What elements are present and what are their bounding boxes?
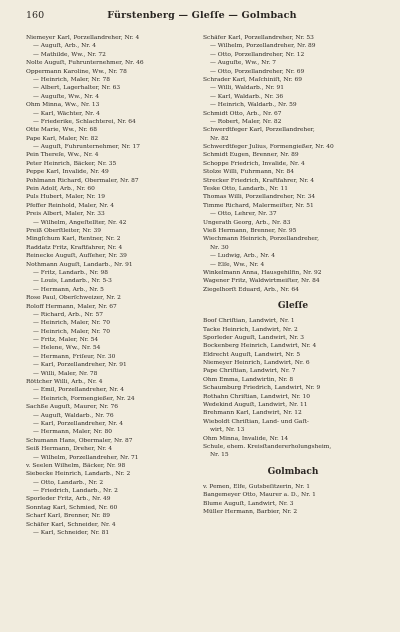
directory-entry: Reinecke Auguſt, Aufſeher, Nr. 39 <box>26 253 127 260</box>
page-number: 160 <box>26 10 45 21</box>
directory-entry: Ohm Minna, Invalide, Nr. 14 <box>203 435 289 442</box>
directory-entry: — Heinrich, Waldarb., Nr. 59 <box>210 102 297 109</box>
directory-entry: Schwerdtfeger Julius, Formengießer, Nr. 40 <box>203 144 334 151</box>
directory-entry: — Karl, Wächter, Nr. 4 <box>33 110 100 117</box>
directory-entry: Bockenberg Heinrich, Landwirt, Nr. 4 <box>203 343 317 350</box>
directory-entry: Winkelmann Anna, Hausgehilfin, Nr. 92 <box>203 269 322 276</box>
directory-entry: Preiß Oberſtleiter, Nr. 39 <box>26 227 101 234</box>
directory-entry: — Helene, Ww., Nr. 54 <box>33 345 101 352</box>
directory-entry: — Robert, Maler, Nr. 82 <box>210 118 282 125</box>
directory-entry: Röttcher Willi, Arb., Nr. 4 <box>26 379 103 386</box>
directory-entry: Ohm Minna, Ww., Nr. 13 <box>26 102 100 109</box>
directory-entry: Teske Otto, Landarb., Nr. 11 <box>203 186 289 193</box>
directory-entry: Schwerdtfeger Karl, Porzellandreher, <box>203 127 315 134</box>
directory-entry: Schäfer Karl, Porzellandreher, Nr. 53 <box>203 35 314 41</box>
directory-entry: Schumann Hans, Obermaler, Nr. 87 <box>26 437 133 444</box>
directory-entry: — Karl, Schneider, Nr. 81 <box>33 530 110 537</box>
directory-entry: Rose Paul, Oberſchweizer, Nr. 2 <box>26 295 121 302</box>
directory-entry: — Otto, Porzellandreher, Nr. 69 <box>210 68 305 75</box>
directory-entry: Peter Heinrich, Bäcker, Nr. 35 <box>26 160 117 167</box>
directory-entry: — Otto, Landarb., Nr. 2 <box>33 479 104 486</box>
directory-entry: — Auguſte, Ww., Nr. 7 <box>210 60 276 67</box>
directory-entry: Schule, ehem. Kreisſtandererholungsheim, <box>203 443 332 450</box>
directory-entry: Müller Hermann, Barbier, Nr. 2 <box>203 508 298 515</box>
directory-entry: Mingſchum Karl, Rentner, Nr. 2 <box>26 236 121 243</box>
directory-entry: wirt, Nr. 13 <box>210 427 245 434</box>
directory-entry: — Wilhelm, Porzellandreher, Nr. 71 <box>33 454 139 461</box>
directory-entry: — Auguſt, Arb., Nr. 4 <box>33 43 96 50</box>
directory-entry: — Willi, Maler, Nr. 78 <box>33 370 98 377</box>
directory-entry: Brehmann Karl, Landwirt, Nr. 12 <box>203 410 302 417</box>
directory-entry: — Hermann, Maler, Nr. 80 <box>33 429 113 436</box>
directory-entry: Schaumburg Friedrich, Landwirt, Nr. 9 <box>203 385 321 392</box>
directory-entry: Schrader Karl, Maſchiniſt, Nr. 69 <box>203 76 302 83</box>
directory-entry: — Richard, Arb., Nr. 57 <box>33 311 104 318</box>
directory-entry: Stolze Willi, Fuhrmann, Nr. 84 <box>203 169 295 176</box>
directory-entry: Raddatz Fritz, Kraftfahrer, Nr. 4 <box>26 244 123 251</box>
directory-entry: — Karl, Porzellandreher, Nr. 91 <box>33 362 127 369</box>
page-header <box>26 10 378 24</box>
right-column <box>203 34 383 516</box>
directory-entry: Nr. 82 <box>210 135 229 142</box>
directory-entry: Scharf Karl, Brenner, Nr. 89 <box>26 513 111 520</box>
directory-entry: Schäfer Karl, Schneider, Nr. 4 <box>26 521 116 528</box>
directory-entry: — Heinrich, Maler, Nr. 70 <box>33 320 110 327</box>
directory-entry: v. Pemen, Elfe, Gutsbeſitzerin, Nr. 1 <box>203 483 310 490</box>
directory-entry: — Fritz, Maler, Nr. 54 <box>33 337 99 344</box>
directory-entry: — Wilhelm, Porzellandreher, Nr. 89 <box>210 43 316 50</box>
directory-entry: Ungerath Georg, Arb., Nr. 83 <box>203 219 291 226</box>
directory-entry: — Louis, Landarb., Nr. 5-3 <box>33 278 112 285</box>
directory-entry: Siebecke Heinrich, Landarb., Nr. 2 <box>26 471 131 478</box>
directory-entry: Preis Albert, Maler, Nr. 33 <box>26 211 105 218</box>
section-heading-glesse: Gleſſe <box>277 301 309 312</box>
directory-entry: Sachße Auguſt, Maurer, Nr. 76 <box>26 404 118 411</box>
left-column <box>26 34 206 537</box>
directory-entry: Nr. 15 <box>210 452 229 459</box>
directory-entry: Sporleder Auguſt, Landwirt, Nr. 3 <box>203 334 305 341</box>
directory-entry: — Ludwig, Arb., Nr. 4 <box>210 253 275 260</box>
directory-entry: Roloff Hermann, Maler, Nr. 67 <box>26 303 117 310</box>
directory-entry: — Friedrich, Landarb., Nr. 2 <box>33 488 118 495</box>
directory-entry: — Emil, Porzellandreher, Nr. 4 <box>33 387 124 394</box>
directory-entry: Schmidt Otto, Arb., Nr. 67 <box>203 110 282 117</box>
directory-entry: Nolte Auguſt, Fuhrunternehmer, Nr. 46 <box>26 60 144 67</box>
directory-entry: v. Seelen Wilhelm, Bäcker, Nr. 98 <box>26 462 126 469</box>
directory-entry: — Auguſte, Ww., Nr. 4 <box>33 93 99 100</box>
running-title: Fürstenberg — Gleſſe — Golmbach <box>107 10 297 21</box>
directory-entry: — Albert, Lagerhalter, Nr. 63 <box>33 85 121 92</box>
directory-entry: — Willi, Waldarb., Nr. 91 <box>210 85 284 92</box>
directory-entry: Pape Karl, Maler, Nr. 82 <box>26 135 99 142</box>
directory-entry: Wagener Fritz, Waldwirtmeiſter, Nr. 84 <box>203 278 320 285</box>
directory-entry: — Auguſt, Fuhrunternehmer, Nr. 17 <box>33 144 141 151</box>
directory-entry: Blume Auguſt, Landwirt, Nr. 3 <box>203 500 294 507</box>
directory-entry: — Hermann, Arb., Nr. 5 <box>33 286 104 293</box>
directory-entry: Schmidt Eugen, Brenner, Nr. 89 <box>203 152 299 159</box>
directory-entry: Peppe Karl, Invalide, Nr. 49 <box>26 169 109 176</box>
directory-entry: — Otto, Porzellandreher, Nr. 12 <box>210 51 305 58</box>
directory-entry: — Heinrich, Maler, Nr. 70 <box>33 328 110 335</box>
directory-entry: Sporleder Fritz, Arb., Nr. 49 <box>26 496 111 503</box>
directory-entry: Thomas Willi, Porzellandreher, Nr. 34 <box>203 194 316 201</box>
directory-entry: Pein Adolf, Arb., Nr. 60 <box>26 186 95 193</box>
glesse-entry-list <box>203 317 383 460</box>
directory-entry: Otte Marie, Ww., Nr. 68 <box>26 127 97 134</box>
directory-entry: — Fritz, Landarb., Nr. 98 <box>33 269 109 276</box>
directory-entry: Tacke Heinrich, Landwirt, Nr. 2 <box>203 326 298 333</box>
directory-entry: Nr. 30 <box>210 244 229 251</box>
directory-entry: — Hermann, Friſeur, Nr. 30 <box>33 353 116 360</box>
directory-entry: Eldrecht Auguſt, Landwirt, Nr. 5 <box>203 351 301 358</box>
directory-entry: Seiß Hermann, Dreher, Nr. 4 <box>26 446 113 453</box>
directory-entry: Wedekind Auguſt, Landwirt, Nr. 11 <box>203 402 308 409</box>
directory-entry: Strecker Friedrich, Kraftfahrer, Nr. 4 <box>203 177 315 184</box>
directory-entry: — Heinrich, Maler, Nr. 78 <box>33 76 110 83</box>
directory-entry: — Elſe, Ww., Nr. 4 <box>210 261 265 268</box>
directory-entry: Niemeyer Karl, Porzellandreher, Nr. 4 <box>26 35 140 41</box>
directory-entry: Niemeyer Heinrich, Landwirt, Nr. 6 <box>203 360 310 367</box>
directory-entry: Pohlmann Richard, Obermaler, Nr. 87 <box>26 177 139 184</box>
directory-entry: Vieß Hermann, Brenner, Nr. 95 <box>203 227 297 234</box>
directory-entry: — Heinrich, Formengießer, Nr. 24 <box>33 395 135 402</box>
directory-entry: Schoppe Friedrich, Invalide, Nr. 4 <box>203 160 305 167</box>
directory-entry: Puls Hubert, Maler, Nr. 19 <box>26 194 106 201</box>
directory-entry: — Karl, Waldarb., Nr. 36 <box>210 93 284 100</box>
directory-entry: Pape Chriſtian, Landwirt, Nr. 7 <box>203 368 296 375</box>
section-heading-golmbach: Golmbach <box>267 466 319 477</box>
directory-entry: — Auguſt, Waldarb., Nr. 76 <box>33 412 114 419</box>
directory-entry: Boof Chriſtian, Landwirt, Nr. 1 <box>203 318 295 325</box>
golmbach-entry-list <box>203 483 383 517</box>
right-entry-list <box>203 34 383 294</box>
directory-entry: — Wilhelm, Angeſtellter, Nr. 42 <box>33 219 127 226</box>
directory-entry: — Otto, Lehrer, Nr. 37 <box>210 211 277 218</box>
directory-entry: — Karl, Porzellandreher, Nr. 4 <box>33 420 123 427</box>
directory-entry: Nothmann Auguſt, Landarb., Nr. 91 <box>26 261 133 268</box>
directory-entry: — Mathilde, Ww., Nr. 72 <box>33 51 106 58</box>
directory-entry: Bangemeyer Otto, Maurer a. D., Nr. 1 <box>203 492 316 499</box>
directory-entry: Sonntag Karl, Schmied, Nr. 60 <box>26 504 118 511</box>
directory-entry: Oppermann Karoline, Ww., Nr. 78 <box>26 68 127 75</box>
directory-entry: Wiechmann Heinrich, Porzellandreher, <box>203 236 319 243</box>
directory-entry: Pfeffer Reinhold, Maler, Nr. 4 <box>26 202 114 209</box>
directory-entry: Wieboldt Chriſtian, Land- und Gaſt- <box>203 418 309 425</box>
directory-entry: Ohm Emma, Landwirtin, Nr. 8 <box>203 376 294 383</box>
directory-entry: Ziegelhorſt Eduard, Arb., Nr. 64 <box>203 286 299 293</box>
directory-entry: — Friederike, Schlachterei, Nr. 64 <box>33 118 136 125</box>
directory-entry: Pein Thereſe, Ww., Nr. 4 <box>26 152 99 159</box>
directory-entry: Rothahn Chriſtian, Landwirt, Nr. 10 <box>203 393 311 400</box>
directory-entry: Timme Richard, Malermeiſter, Nr. 51 <box>203 202 314 209</box>
